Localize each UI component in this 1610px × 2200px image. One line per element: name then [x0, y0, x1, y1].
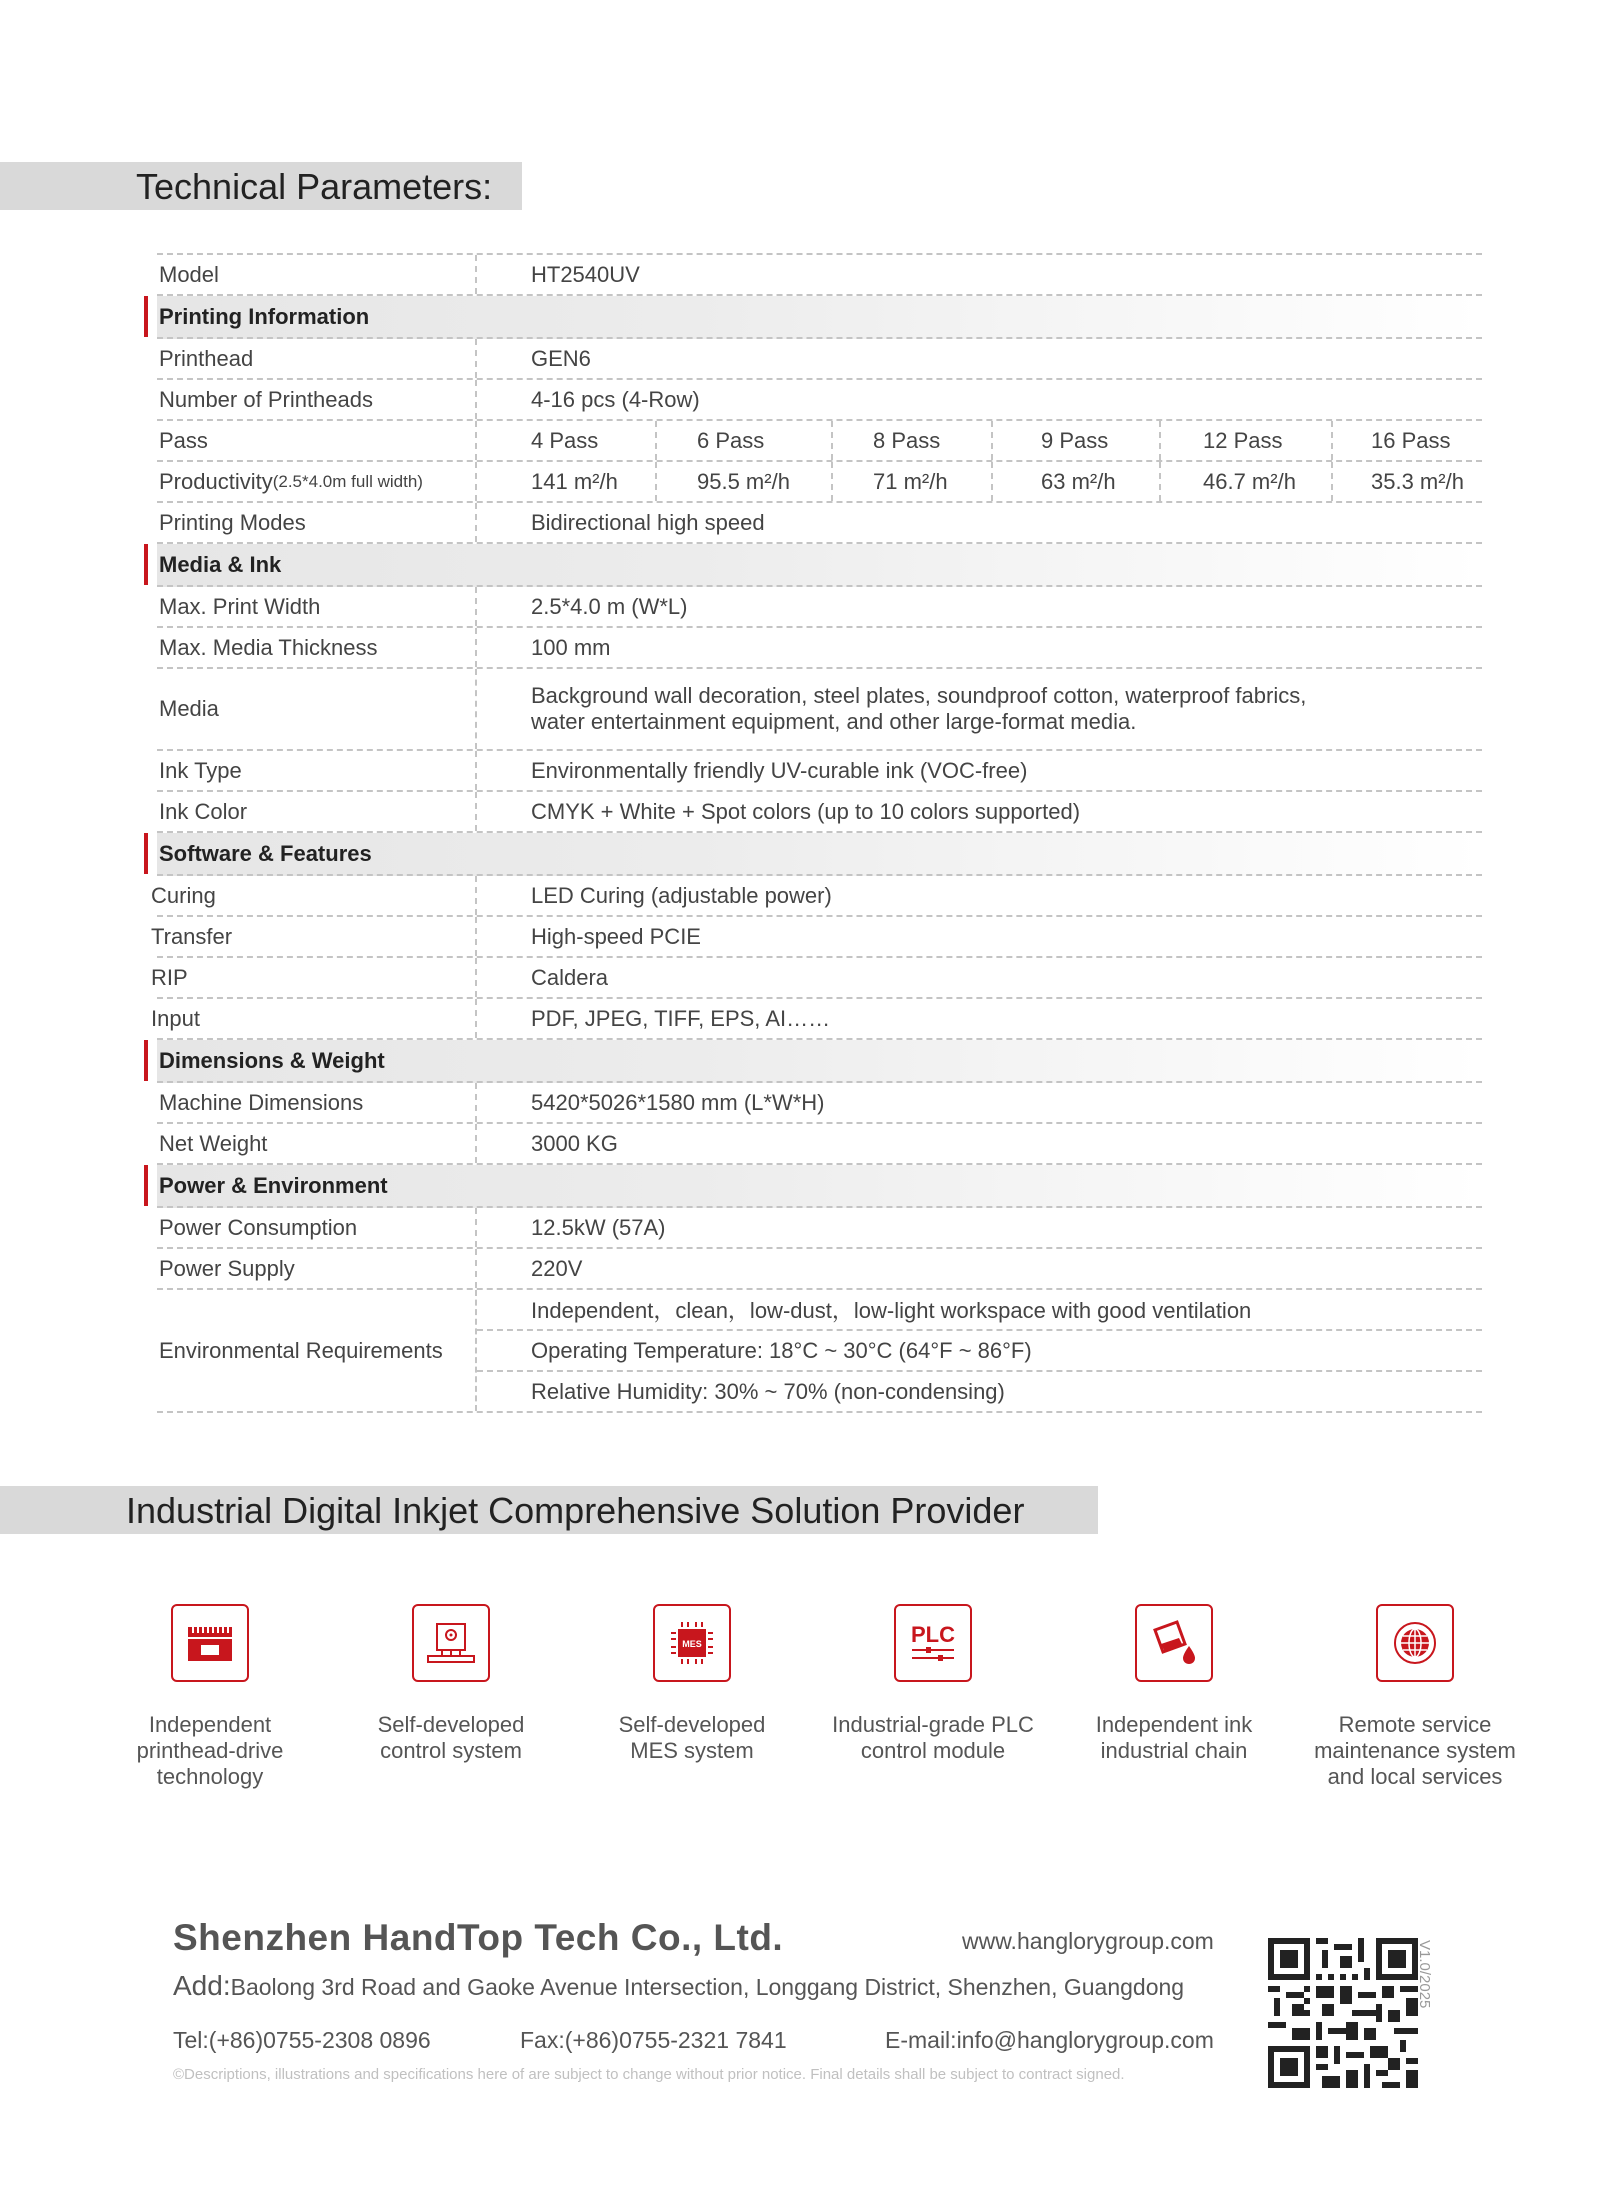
spec-row-media [157, 669, 1482, 751]
email[interactable] [885, 2027, 1214, 2054]
productivity-cell: 46.7 m²/h [1161, 462, 1333, 501]
email-key: E-mail: [885, 2027, 957, 2053]
feature-remote-service [1295, 1604, 1535, 1790]
plc-icon [894, 1604, 972, 1682]
env-values [477, 1290, 1482, 1411]
spec-label: Media [157, 669, 477, 749]
pass-cell: 8 Pass [833, 421, 993, 460]
tel [173, 2027, 431, 2054]
spec-label: Transfer [149, 917, 477, 956]
address [173, 1970, 1184, 2002]
spec-label: Number of Printheads [157, 380, 477, 419]
spec-label: Model [157, 255, 477, 294]
technical-parameters-banner [0, 162, 522, 210]
industrial-solution-title: Industrial Digital Inkjet Comprehensive Solution Provider [126, 1490, 1025, 1531]
spec-row-environment [157, 1290, 1482, 1413]
spec-value: Bidirectional high speed [531, 509, 765, 535]
section-accent-bar [144, 296, 148, 337]
feature-printhead [90, 1604, 330, 1790]
fax-key: Fax: [520, 2027, 565, 2053]
spec-label: Max. Media Thickness [157, 628, 477, 667]
spec-label [157, 462, 477, 501]
spec-value: LED Curing (adjustable power) [531, 882, 832, 908]
mes-chip-icon [653, 1604, 731, 1682]
spec-row-max-width [157, 587, 1482, 628]
spec-value: High-speed PCIE [531, 923, 701, 949]
address-key: Add: [173, 1970, 231, 2001]
fax-value: (+86)0755-2321 7841 [564, 2027, 787, 2053]
spec-value [477, 669, 1482, 749]
spec-label: RIP [149, 958, 477, 997]
printhead-icon [171, 1604, 249, 1682]
spec-label: Curing [149, 876, 477, 915]
spec-label: Power Consumption [157, 1208, 477, 1247]
spec-row-transfer [151, 917, 1482, 958]
section-printing-information [157, 296, 1482, 339]
qr-code-icon [1268, 1938, 1418, 2088]
section-title: Dimensions & Weight [159, 1047, 385, 1073]
website-link[interactable]: www.hanglorygroup.com [962, 1928, 1214, 1954]
spec-row-printhead [157, 339, 1482, 380]
address-value: Baolong 3rd Road and Gaoke Avenue Intersection, Longgang District, Shenzhen, Guangdong [230, 1974, 1185, 2000]
ink-bucket-icon [1135, 1604, 1213, 1682]
feature-label: Independent ink industrial chain [1095, 1712, 1253, 1763]
feature-label: Independent printhead-drive technology [136, 1712, 284, 1789]
spec-label: Environmental Requirements [157, 1290, 477, 1411]
pass-cell: 4 Pass [477, 421, 657, 460]
productivity-cell: 63 m²/h [993, 462, 1161, 501]
section-dimensions-weight [157, 1040, 1482, 1083]
plc-icon-text: PLC [911, 1622, 955, 1647]
section-power-environment [157, 1165, 1482, 1208]
productivity-note: (2.5*4.0m full width) [272, 471, 423, 491]
productivity-cell: 95.5 m²/h [657, 462, 833, 501]
email-value: info@hanglorygroup.com [956, 2027, 1214, 2053]
pass-cells [477, 421, 1482, 460]
section-software-features [157, 833, 1482, 876]
spec-row-pass [157, 421, 1482, 462]
section-accent-bar [144, 1040, 148, 1081]
spec-row-productivity [157, 462, 1482, 503]
media-line: Background wall decoration, steel plates, soundproof cotton, waterproof fabrics, [531, 683, 1307, 708]
spec-value: 12.5kW (57A) [531, 1214, 666, 1240]
mes-icon-text: MES [682, 1639, 702, 1649]
spec-value: GEN6 [531, 345, 591, 371]
disclaimer: ©Descriptions, illustrations and specifications here of are subject to change without prior notice. Final details shall be subject to contract signed. [173, 2066, 1125, 2083]
tel-value: (+86)0755-2308 0896 [208, 2027, 431, 2053]
tel-key: Tel: [173, 2027, 209, 2053]
spec-value: 3000 KG [531, 1130, 618, 1156]
control-system-icon [412, 1604, 490, 1682]
industrial-solution-banner [0, 1486, 1098, 1534]
spec-value: Caldera [531, 964, 609, 990]
spec-value: 5420*5026*1580 mm (L*W*H) [531, 1089, 825, 1115]
spec-row-rip [151, 958, 1482, 999]
section-media-ink [157, 544, 1482, 587]
spec-row-num-printheads [157, 380, 1482, 421]
spec-value: CMYK + White + Spot colors (up to 10 colors supported) [531, 798, 1081, 824]
spec-row-machine-dimensions [157, 1083, 1482, 1124]
pass-cell: 9 Pass [993, 421, 1161, 460]
spec-value: 4-16 pcs (4-Row) [531, 386, 700, 412]
feature-plc [813, 1604, 1053, 1764]
spec-row-power-consumption [157, 1208, 1482, 1249]
spec-row-ink-color [157, 792, 1482, 833]
spec-value: 220V [531, 1255, 583, 1281]
section-title: Printing Information [159, 303, 370, 329]
feature-label: Self-developed control system [377, 1712, 525, 1763]
pass-cell: 16 Pass [1371, 427, 1451, 453]
feature-label: Industrial-grade PLC control module [832, 1712, 1034, 1763]
spec-label: Max. Print Width [157, 587, 477, 626]
spec-label: Ink Color [157, 792, 477, 831]
company-name: Shenzhen HandTop Tech Co., Ltd. [173, 1917, 784, 1958]
spec-label: Pass [157, 421, 477, 460]
spec-label: Machine Dimensions [157, 1083, 477, 1122]
spec-value: Environmentally friendly UV-curable ink (VOC-free) [531, 757, 1028, 783]
feature-label: Remote service maintenance system and local services [1314, 1712, 1516, 1789]
spec-label: Ink Type [157, 751, 477, 790]
env-value: Relative Humidity: 30% ~ 70% (non-condensing) [531, 1378, 1005, 1404]
spec-label: Power Supply [157, 1249, 477, 1288]
productivity-cell: 141 m²/h [477, 462, 657, 501]
env-value: Independent，clean，low-dust，low-light workspace with good ventilation [477, 1290, 1482, 1331]
feature-label: Self-developed MES system [618, 1712, 766, 1763]
feature-ink-chain [1054, 1604, 1294, 1764]
fax [520, 2027, 787, 2054]
productivity-cell: 71 m²/h [833, 462, 993, 501]
media-line: water entertainment equipment, and other large-format media. [531, 709, 1137, 734]
section-title: Power & Environment [159, 1172, 388, 1198]
section-title: Media & Ink [159, 551, 282, 577]
section-accent-bar [144, 1165, 148, 1206]
spec-row-power-supply [157, 1249, 1482, 1290]
spec-table [151, 253, 1482, 1413]
section-accent-bar [144, 833, 148, 874]
feature-control-system [331, 1604, 571, 1764]
section-accent-bar [144, 544, 148, 585]
spec-label: Net Weight [157, 1124, 477, 1163]
spec-label: Printing Modes [157, 503, 477, 542]
spec-label: Input [149, 999, 477, 1038]
productivity-label: Productivity [159, 468, 273, 494]
spec-row-ink-type [157, 751, 1482, 792]
spec-value: PDF, JPEG, TIFF, EPS, AI…… [531, 1005, 831, 1031]
spec-row-curing [151, 876, 1482, 917]
spec-row-input [151, 999, 1482, 1040]
productivity-cell: 35.3 m²/h [1371, 468, 1464, 494]
technical-parameters-title: Technical Parameters: [136, 166, 493, 207]
spec-row-net-weight [157, 1124, 1482, 1165]
env-value: Operating Temperature: 18°C ~ 30°C (64°F ~ 86°F) [477, 1331, 1482, 1372]
pass-cell: 12 Pass [1161, 421, 1333, 460]
spec-value: HT2540UV [531, 261, 640, 287]
spec-label: Printhead [157, 339, 477, 378]
spec-row-max-thickness [157, 628, 1482, 669]
spec-row-printing-modes [157, 503, 1482, 544]
feature-mes [572, 1604, 812, 1764]
globe-service-icon [1376, 1604, 1454, 1682]
section-title: Software & Features [159, 840, 372, 866]
pass-cell: 6 Pass [657, 421, 833, 460]
spec-row-model [157, 253, 1482, 296]
version-label: V1.0/2025 [1416, 1940, 1433, 2009]
productivity-cells [477, 462, 1482, 501]
spec-value: 100 mm [531, 634, 611, 660]
spec-value: 2.5*4.0 m (W*L) [531, 593, 688, 619]
